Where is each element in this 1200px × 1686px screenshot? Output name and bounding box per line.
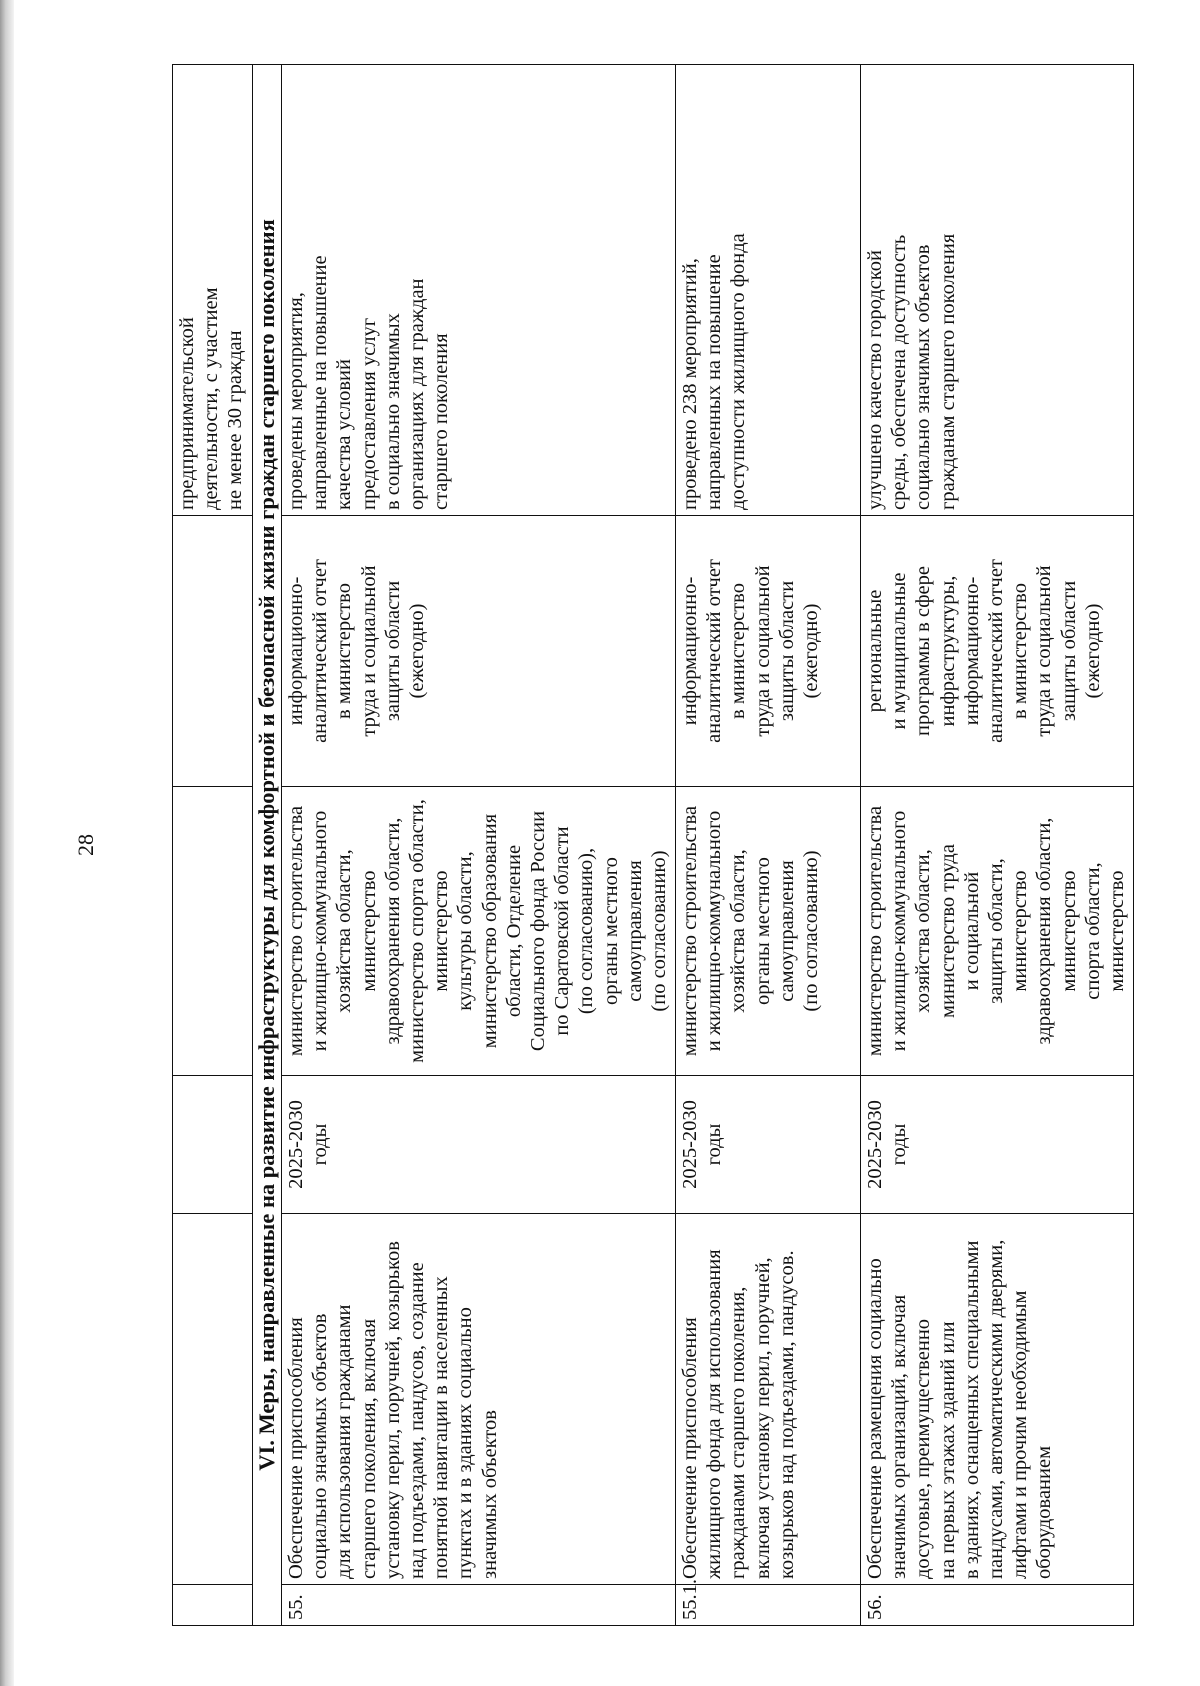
cell-measure: Обеспечение размещения социально значимых организаций, включая досуговые, преимущественно на первых этажах зданий или в зданиях, оснащенных специальными пандусами, автоматическими дверями, лифтами и прочим необходимым оборудованием	[861, 1214, 1134, 1585]
measures-table	[172, 64, 1134, 1626]
cell-period: 2025-2030 годы	[282, 1076, 676, 1214]
cell-executors: министерство строительства и жилищно-коммунального хозяйства области, министерство здравоохранения области, министерство спорта области, министерство культуры области, министерство образования области, Отделение Социального фонда России по Саратовской области (по согласованию), органы местного самоуправления (по согласованию)	[282, 787, 676, 1076]
cell-report	[173, 516, 253, 787]
table-row	[861, 65, 1134, 1626]
cell-period: 2025-2030 годы	[676, 1076, 861, 1214]
cell-num	[173, 1585, 253, 1626]
section-header-row	[252, 65, 282, 1626]
cell-period	[173, 1076, 253, 1214]
page-number: 28	[73, 834, 98, 856]
cell-executors: министерство строительства и жилищно-коммунального хозяйства области, органы местного самоуправления (по согласованию)	[676, 787, 861, 1076]
table-row-continuation	[173, 65, 253, 1626]
cell-measure	[173, 1214, 253, 1585]
table-row	[676, 65, 861, 1626]
cell-executors	[173, 787, 253, 1076]
cell-result: улучшено качество городской среды, обеспечена доступность социально значимых объектов гражданам старшего поколения	[861, 65, 1134, 516]
cell-result: предпринимательской деятельности, с участием не менее 30 граждан	[173, 65, 253, 516]
cell-result: проведены мероприятия, направленные на повышение качества условий предоставления услуг в социально значимых организациях для граждан старшего поколения	[282, 65, 676, 516]
section-title: VI. Меры, направленные на развитие инфраструктуры для комфортной и безопасной жизни граждан старшего поколения	[252, 65, 282, 1626]
cell-measure: Обеспечение приспособления социально значимых объектов для использования гражданами старшего поколения, включая установку перил, поручней, козырьков над подъездами, пандусов, создание понятной навигации в населенных пунктах и в зданиях социально значимых объектов	[282, 1214, 676, 1585]
cell-period: 2025-2030 годы	[861, 1076, 1134, 1214]
cell-result: проведено 238 мероприятий, направленных на повышение доступности жилищного фонда	[676, 65, 861, 516]
rotated-table-sheet	[172, 64, 1128, 1626]
cell-report: региональные и муниципальные программы в сфере инфраструктуры, информационно- аналитический отчет в министерство труда и социальной защиты области (ежегодно)	[861, 516, 1134, 787]
cell-num: 56.	[861, 1585, 1134, 1626]
cell-executors: министерство строительства и жилищно-коммунального хозяйства области, министерство труда и социальной защиты области, министерство здравоохранения области, министерство спорта области, министерство	[861, 787, 1134, 1076]
table-row	[282, 65, 676, 1626]
cell-num: 55.	[282, 1585, 676, 1626]
cell-report: информационно- аналитический отчет в министерство труда и социальной защиты области (ежегодно)	[676, 516, 861, 787]
cell-measure: Обеспечение приспособления жилищного фонда для использования гражданами старшего поколения, включая установку перил, поручней, козырьков над подъездами, пандусов.	[676, 1214, 861, 1585]
cell-report: информационно- аналитический отчет в министерство труда и социальной защиты области (ежегодно)	[282, 516, 676, 787]
cell-num: 55.1.	[676, 1585, 861, 1626]
scan-edge	[0, 0, 14, 1686]
